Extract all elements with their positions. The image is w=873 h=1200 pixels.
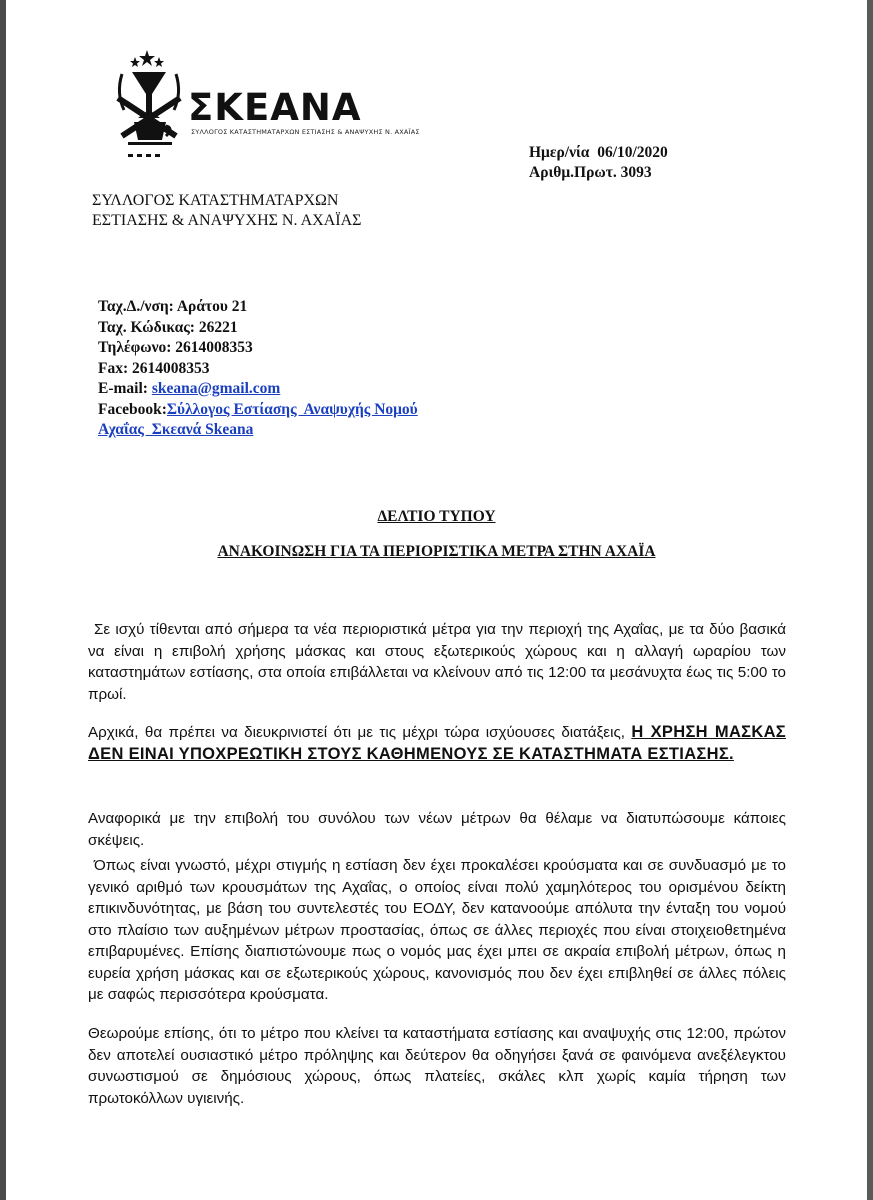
press-release-heading: ΔΕΛΤΙΟ ΤΥΠΟΥ <box>377 508 496 525</box>
facebook-link-continued[interactable]: Αχαΐας Σκεανά Skeana <box>98 421 254 438</box>
facebook-label: Facebook: <box>98 400 167 418</box>
logo-emblem-icon <box>110 48 190 163</box>
contact-address: Ταχ.Δ./νση: Αράτου 21 <box>98 298 248 315</box>
contact-block <box>98 297 418 441</box>
email-label: E-mail: <box>98 380 152 397</box>
announcement-heading: ΑΝΑΚΟΙΝΩΣΗ ΓΙΑ ΤΑ ΠΕΡΙΟΡΙΣΤΙΚΑ ΜΕΤΡΑ ΣΤΗΝ ΑΧΑΪΑ <box>217 543 656 560</box>
contact-postal-code: Ταχ. Κώδικας: 26221 <box>98 318 238 336</box>
document-date: Ημερ/νία 06/10/2020 <box>529 144 668 161</box>
organization-line-1: ΣΥΛΛΟΓΟΣ ΚΑΤΑΣΤΗΜΑΤΑΡΧΩΝ <box>92 192 339 209</box>
paragraph-2 <box>88 722 786 765</box>
contact-facebook-row-2 <box>98 420 418 441</box>
contact-facebook-row <box>98 400 418 421</box>
contact-phone: Τηλέφωνο: 2614008353 <box>98 339 253 356</box>
paragraph-2-intro: Αρχικά, θα πρέπει να διευκρινιστεί ότι με τις μέχρι τώρα ισχύουσες διατάξεις, <box>88 724 632 741</box>
contact-fax: Fax: 2614008353 <box>98 359 210 377</box>
email-link[interactable]: skeana@gmail.com <box>151 380 281 397</box>
organization-name <box>92 191 361 231</box>
right-page-edge <box>867 0 873 1200</box>
logo-wordmark: ΣΚΕΑΝΑ <box>188 86 362 129</box>
organization-line-2: ΕΣΤΙΑΣΗΣ & ΑΝΑΨΥΧΗΣ Ν. ΑΧΑΪΑΣ <box>92 212 362 229</box>
paragraph-4: Όπως είναι γνωστό, μέχρι στιγμής η εστίαση δεν έχει προκαλέσει κρούσματα και σε συνδυασμό με το γενικό αριθμό των κρουσμάτων της Αχαΐας, ο οποίος είναι πολύ χαμηλότερος του ορισμένου δείκτη επικινδυνότητας, με βάση του συντελεστές του ΕΟΔΥ, δεν κατανοούμε απόλυτα την ένταξη του νομού στο πλαίσιο των αυξημένων μέτρων προστασίας, όπως σε άλλες περιοχές που είναι στοιχειοθετημένα επιβαρυμένες. Επίσης διαπιστώνουμε πως ο νομός μας έχει μπει σε ακραία επιβολή μέτρων, όπως η ευρεία χρήση μάσκας και σε εξωτερικούς χώρους, κανονισμός που δεν έχει επιβληθεί σε άλλες πόλεις με σαφώς περισσότερα κρούσματα. <box>88 857 786 1003</box>
facebook-link[interactable]: Σύλλογος Εστίασης Αναψυχής Νομού <box>166 400 418 418</box>
paragraph-2-emphasis: Η ΧΡΗΣΗ ΜΑΣΚΑΣ ΔΕΝ ΕΙΝΑΙ ΥΠΟΧΡΕΩΤΙΚΗ ΣΤΟΥΣ ΚΑΘΗΜΕΝΟΥΣ ΣΕ ΚΑΤΑΣΤΗΜΑΤΑ ΕΣΤΙΑΣΗΣ. <box>88 723 786 763</box>
contact-email-row <box>98 379 418 400</box>
left-page-edge <box>0 0 6 1200</box>
paragraph-1: Σε ισχύ τίθενται από σήμερα τα νέα περιοριστικά μέτρα για την περιοχή της Αχαΐας, με τα δύο βασικά να είναι η επιβολή χρήσης μάσκας και στους εξωτερικούς χώρους και η αλλαγή ωραρίου των καταστημάτων εστίασης, στα οποία επιβάλλεται να κλείνουν από τις 12:00 τα μεσάνυχτα έως τις 5:00 το πρωί. <box>88 621 786 703</box>
paragraph-5: Θεωρούμε επίσης, ότι το μέτρο που κλείνει τα καταστήματα εστίασης και αναψυχής στις 12:00, πρώτον δεν αποτελεί ουσιαστικό μέτρο πρόληψης και δεύτερον θα οδηγήσει ξανά σε φαινόμενα ανεξέλεγκτου συνωστισμού σε δημόσιους χώρους, όπως πλατείες, σκάλες κλπ χωρίς καμία τήρηση των πρωτοκόλλων υγιεινής. <box>88 1025 786 1107</box>
logo-subtitle: ΣΥΛΛΟΓΟΣ ΚΑΤΑΣΤΗΜΑΤΑΡΧΩΝ ΕΣΤΙΑΣΗΣ & ΑΝΑΨΥΧΗΣ Ν. ΑΧΑΪΑΣ <box>191 128 420 136</box>
protocol-number: Αριθμ.Πρωτ. 3093 <box>529 164 652 181</box>
paragraph-3: Αναφορικά με την επιβολή του συνόλου των νέων μέτρων θα θέλαμε να διατυπώσουμε κάποιες σκέψεις. <box>88 810 786 849</box>
document-meta <box>529 143 668 183</box>
